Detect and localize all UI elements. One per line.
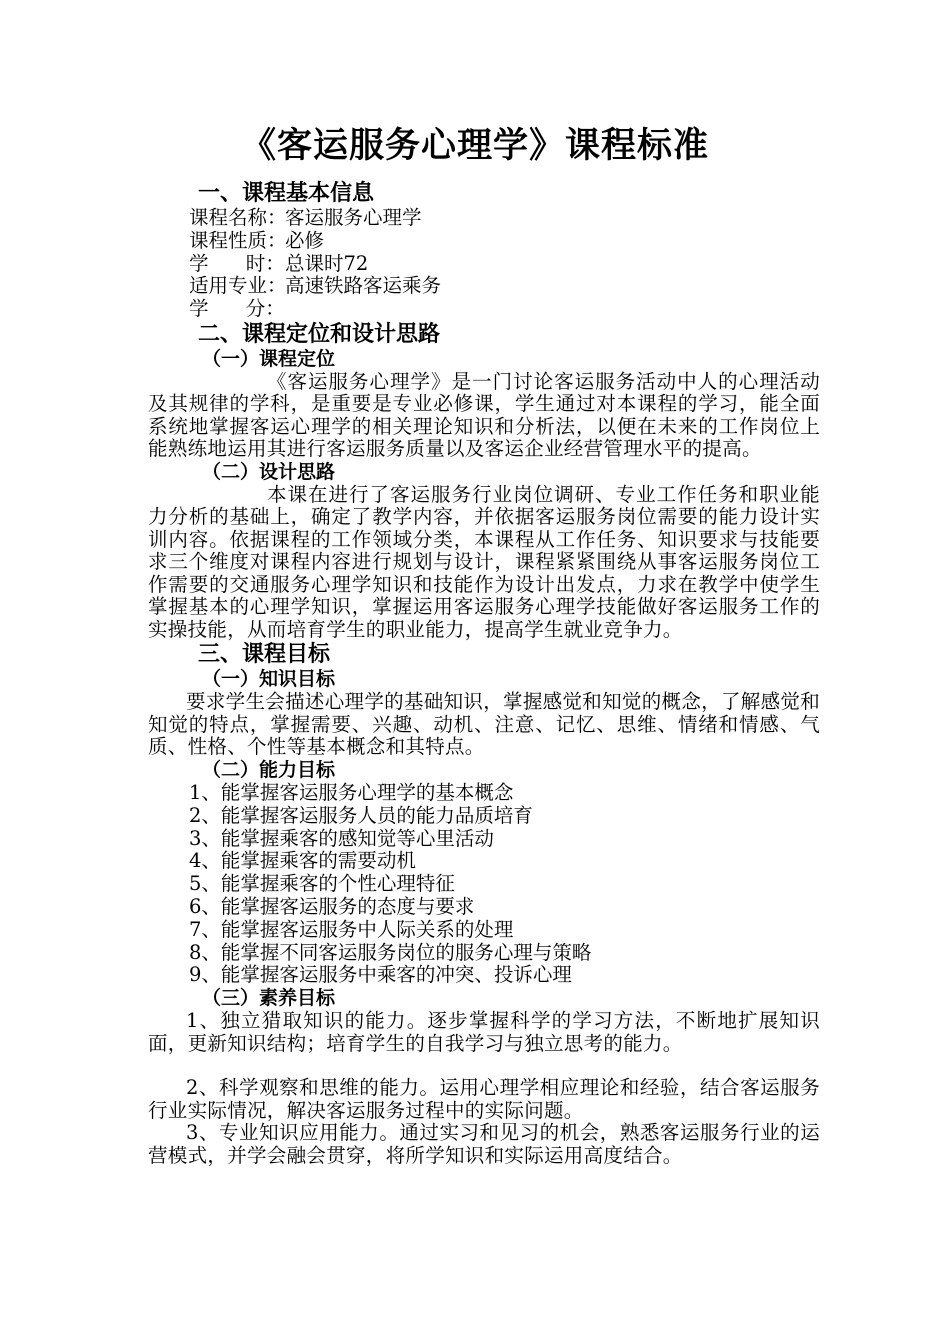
info-key: 课程名称： — [189, 206, 287, 229]
design-idea-text: 本课在进行了客运服务行业岗位调研、专业工作任务和职业能力分析的基础上，确定了教学内容，并依据客运服务岗位需要的能力设计实训内容。依据课程的工作领域分类，本课程从工作任务、知识要求与技能要求三个维度对课程内容进行规划与设计，课程紧紧围绕从事客运服务岗位工作需要的交通服务心理学知识和技能作为设计出发点，力求在教学中使学生掌握基本的心理学知识，掌握运用客运服务心理学技能做好客运服务工作的实操技能，从而培育学生的职业能力，提高学生就业竞争力。 — [148, 482, 820, 641]
quality-goal-3: 3、专业知识应用能力。通过实习和见习的机会，熟悉客运服务行业的运营模式，并学会融会贯穿，将所学知识和实际运用高度结合。 — [148, 1121, 820, 1167]
list-item: 1、能掌握客运服务心理学的基本概念 — [189, 780, 514, 804]
list-item: 7、能掌握客运服务中人际关系的处理 — [189, 917, 514, 941]
info-key: 学 时： — [189, 251, 285, 275]
section2-sub1: （一）课程定位 — [202, 347, 336, 370]
info-row-major — [189, 275, 820, 298]
info-value: 客运服务心理学 — [285, 206, 422, 229]
list-item: 8、能掌握不同客运服务岗位的服务心理与策略 — [189, 940, 592, 964]
list-item: 6、能掌握客运服务的态度与要求 — [189, 894, 475, 918]
paragraph-gap — [148, 1055, 820, 1077]
list-item: 4、能掌握乘客的需要动机 — [189, 849, 416, 873]
section2-sub2: （二）设计思路 — [202, 460, 336, 483]
info-key: 学 分： — [189, 297, 285, 321]
section3-heading: 三、课程目标 — [198, 642, 331, 668]
info-value: 总课时72 — [285, 251, 369, 275]
list-item: 9、能掌握客运服务中乘客的冲突、投诉心理 — [189, 963, 572, 987]
info-row-nature — [189, 230, 820, 253]
knowledge-goal-text: 要求学生会描述心理学的基础知识，掌握感觉和知觉的概念，了解感觉和知觉的特点，掌握需要、兴趣、动机、注意、记忆、思维、情绪和情感、气质、性格、个性等基本概念和其特点。 — [148, 690, 820, 759]
quality-goal-1: 1、独立猎取知识的能力。逐步掌握科学的学习方法，不断地扩展知识面，更新知识结构；培育学生的自我学习与独立思考的能力。 — [148, 1009, 820, 1055]
info-row-credits — [189, 298, 820, 321]
course-info — [148, 207, 820, 321]
list-item: 5、能掌握乘客的个性心理特征 — [189, 872, 455, 896]
document-title: 《客运服务心理学》课程标准 — [240, 126, 709, 166]
info-value: 高速铁路客运乘务 — [285, 274, 442, 298]
section3-sub2: （二）能力目标 — [202, 758, 336, 781]
section2-heading: 二、课程定位和设计思路 — [198, 321, 441, 347]
document-body — [148, 180, 820, 1167]
info-key: 课程性质： — [189, 228, 287, 252]
info-key: 适用专业： — [189, 274, 287, 298]
list-item: 3、能掌握乘客的感知觉等心里活动 — [189, 826, 494, 850]
course-positioning-text: 《客运服务心理学》是一门讨论客运服务活动中人的心理活动及其规律的学科，是重要是专业必修课，学生通过对本课程的学习，能全面系统地掌握客运心理学的相关理论知识和分析法，以便在未来的工作岗位上能熟练地运用其进行客运服务质量以及客运企业经营管理水平的提高。 — [148, 369, 820, 461]
section3-sub1: （一）知识目标 — [202, 668, 336, 691]
section1-heading: 一、课程基本信息 — [198, 181, 375, 206]
ability-goal-list — [148, 782, 820, 987]
info-row-name — [189, 207, 820, 230]
quality-goal-2: 2、科学观察和思维的能力。运用心理学相应理论和经验，结合客运服务行业实际情况，解决客运服务过程中的实际问题。 — [148, 1076, 820, 1122]
info-value: 必修 — [285, 228, 325, 252]
list-item: 2、能掌握客运服务人员的能力品质培育 — [189, 803, 533, 827]
section3-sub3: （三）素养目标 — [202, 987, 336, 1010]
info-row-hours — [189, 253, 820, 276]
